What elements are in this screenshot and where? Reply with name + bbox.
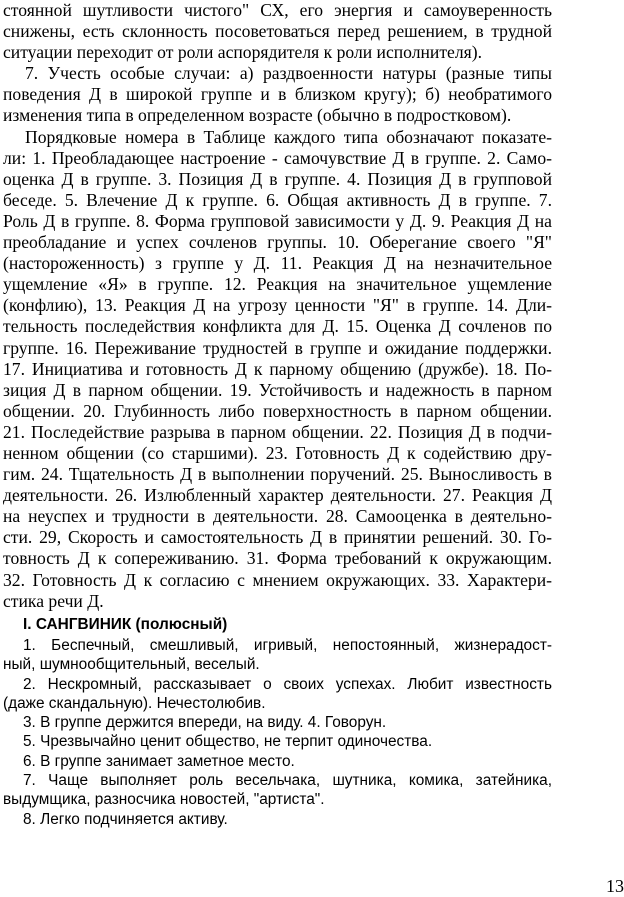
- text-line: Порядковые номера в Таблице каждого типа обозначают показате-: [25, 126, 552, 147]
- text-line: ли: 1. Преобладающее настроение - самочувствие Д в группе. 2. Само-: [3, 147, 552, 168]
- text-line: тельность последействия конфликта для Д. 15. Оценка Д сочленов по: [3, 316, 552, 337]
- text-line: деятельности. 26. Излюбленный характер деятельности. 27. Реакция Д: [3, 485, 552, 506]
- section-line: 7. Чаще выполняет роль весельчака, шутника, комика, затейника,: [23, 772, 552, 790]
- section-line: (даже скандальную). Нечестолюбив.: [3, 694, 266, 712]
- page-number: 13: [606, 876, 624, 896]
- section-line: 8. Легко подчиняется активу.: [23, 810, 228, 828]
- text-line: группе. 16. Переживание трудностей в группе и ожидание поддержки.: [3, 337, 552, 358]
- text-line: ненном общении (со старшими). 23. Готовность Д к содействию дру-: [3, 442, 552, 463]
- text-line: сти. 29, Скорость и самостоятельность Д в принятии решений. 30. Го-: [3, 527, 552, 548]
- text-line: оценка Д в группе. 3. Позиция Д в группе. 4. Позиция Д в групповой: [3, 168, 552, 189]
- text-line: Роль Д в группе. 8. Форма групповой зависимости у Д. 9. Реакция Д на: [3, 210, 552, 231]
- text-line: 17. Инициатива и готовность Д к парному общению (дружбе). 18. По-: [3, 358, 552, 379]
- text-line: зиция Д в парном общении. 19. Устойчивость и надежность в парном: [3, 379, 552, 400]
- section-line: ный, шумнообщительный, веселый.: [3, 656, 260, 674]
- text-line: 21. Последействие разрыва в парном общении. 22. Позиция Д в подчи-: [3, 421, 552, 442]
- body-text: [3, 0, 552, 612]
- text-line: (конфлию), 13. Реакция Д на угрозу ценности "Я" в группе. 14. Дли-: [3, 295, 552, 316]
- section-line: 5. Чрезвычайно ценит общество, не терпит одиночества.: [23, 733, 433, 751]
- sanguine-section: [3, 615, 552, 829]
- section-line: 3. В группе держится впереди, на виду. 4. Говорун.: [23, 714, 387, 732]
- section-heading: I. САНГВИНИК (полюсный): [23, 616, 228, 633]
- text-line: на неуспех и трудности в деятельности. 28. Самооценка в деятельно-: [3, 506, 552, 527]
- text-line: изменения типа в определенном возрасте (обычно в подростковом).: [3, 105, 512, 126]
- section-line: выдумщика, разносчика новостей, "артиста".: [3, 791, 325, 809]
- text-line: общении. 20. Глубинность либо поверхностность в парном общении.: [3, 400, 552, 421]
- text-line: поведения Д в широкой группе и в близком кругу); б) необратимого: [3, 84, 552, 105]
- text-line: стоянной шутливости чистого" СХ, его энергия и самоуверенность: [3, 0, 552, 20]
- section-line: 6. В группе занимает заметное место.: [23, 752, 295, 770]
- section-line: 2. Нескромный, рассказывает о своих успехах. Любит известность: [23, 675, 552, 693]
- text-line: 32. Готовность Д к согласию с мнением окружающих. 33. Характери-: [3, 569, 552, 590]
- text-line: стика речи Д.: [3, 590, 104, 611]
- text-line: ущемление «Я» в группе. 12. Реакция на значительное ущемление: [3, 274, 552, 295]
- text-line: снижены, есть склонность посоветоваться перед решением, в трудной: [3, 21, 552, 42]
- text-line: беседе. 5. Влечение Д к группе. 6. Общая активность Д в группе. 7.: [3, 189, 552, 210]
- text-line: товность Д к сопереживанию. 31. Форма требований к окружающим.: [3, 548, 552, 569]
- text-line: (настороженность) з группе у Д. 11. Реакция Д на незначительное: [3, 253, 552, 274]
- text-line: гим. 24. Тщательность Д в выполнении поручений. 25. Выносливость в: [3, 464, 552, 485]
- text-line: преобладание и успех сочленов группы. 10. Оберегание своего "Я": [3, 232, 552, 253]
- text-line: ситуации переходит от роли аспорядителя к роли исполнителя).: [3, 42, 482, 63]
- text-line: 7. Учесть особые случаи: а) раздвоенности натуры (разные типы: [25, 63, 552, 84]
- section-line: 1. Беспечный, смешливый, игривый, непостоянный, жизнерадост-: [23, 637, 552, 654]
